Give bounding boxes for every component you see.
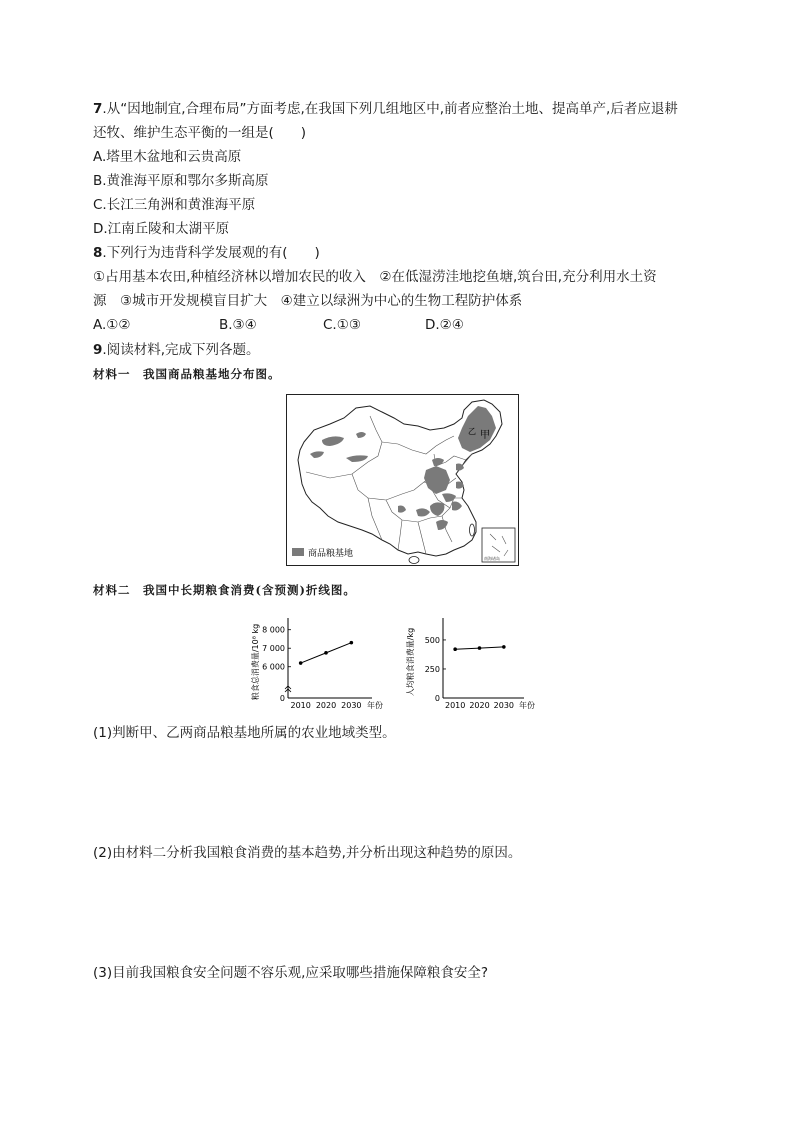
- c1-ytick-label: 8 000: [262, 625, 285, 635]
- q8-option-b: B.③④: [219, 317, 257, 333]
- q7-option-a: A.塔里木盆地和云贵高原: [93, 149, 242, 165]
- c2-ytick-label: 0: [434, 694, 440, 703]
- q9-sub3: (3)目前我国粮食安全问题不容乐观,应采取哪些措施保障粮食安全?: [93, 965, 489, 981]
- c2-xtick-label: 2010: [444, 701, 466, 710]
- q8-statement-line2: 源 ③城市开发规模盲目扩大 ④建立以绿洲为中心的生物工程防护体系: [93, 293, 523, 309]
- c1-data-point: [324, 651, 328, 655]
- q8-option-a: A.①②: [93, 317, 131, 333]
- c1-data-point: [299, 661, 303, 665]
- c2-data-point: [478, 646, 482, 650]
- q8-stem: [93, 244, 320, 262]
- hainan-island: [409, 557, 419, 564]
- q9-number: 9: [93, 342, 103, 358]
- q7-stem-text: .从“因地制宜,合理布局”方面考虑,在我国下列几组地区中,前者应整治土地、提高单产,后者应退耕: [102, 101, 678, 117]
- q7-stem-line2: 还牧、维护生态平衡的一组是( ): [93, 125, 307, 141]
- c1-ytick-label: 7 000: [262, 644, 285, 654]
- material1-caption: 材料一 我国商品粮基地分布图。: [93, 367, 281, 381]
- c1-xtick-label: 2020: [315, 701, 337, 710]
- q8-option-d: D.②④: [425, 317, 464, 333]
- q9-stem-text: .阅读材料,完成下列各题。: [102, 342, 260, 358]
- c2-data-point: [453, 647, 457, 651]
- c2-data-point: [502, 645, 506, 649]
- label-jia: 甲: [480, 430, 490, 441]
- c2-xtick-label: 2020: [469, 701, 490, 710]
- chart1-xlabel: 年份: [367, 701, 383, 710]
- inset-label: 南海诸岛: [484, 556, 500, 561]
- c2-ytick-label: 250: [424, 664, 440, 674]
- taiwan-island: [470, 524, 475, 536]
- grain-base-map: [286, 394, 519, 566]
- q9-sub1: (1)判断甲、乙两商品粮基地所属的农业地域类型。: [93, 725, 396, 741]
- q7-option-c: C.长江三角洲和黄淮海平原: [93, 197, 256, 213]
- chart2-xlabel: 年份: [519, 701, 535, 710]
- c1-ytick-label: 6 000: [262, 662, 285, 672]
- material2-caption: 材料二 我国中长期粮食消费(含预测)折线图。: [93, 583, 356, 597]
- total-consumption-chart: [240, 612, 405, 712]
- chart1-origin-label: 0: [279, 694, 285, 703]
- chart1-ylabel: 粮食总消费量/10⁸ kg: [251, 623, 260, 701]
- q9-sub2: (2)由材料二分析我国粮食消费的基本趋势,并分析出现这种趋势的原因。: [93, 845, 522, 861]
- c1-xtick-label: 2010: [290, 701, 311, 710]
- c1-xtick-label: 2030: [341, 701, 362, 710]
- legend-swatch: [292, 548, 304, 556]
- q8-stem-text: .下列行为违背科学发展观的有( ): [102, 245, 320, 261]
- c2-ytick-label: 500: [424, 635, 440, 645]
- q8-statement-line1: ①占用基本农田,种植经济林以增加农民的收入 ②在低湿涝洼地挖鱼塘,筑台田,充分利用水土资: [93, 269, 657, 285]
- chart2-ylabel: 人均粮食消费量/kg: [406, 627, 415, 697]
- q7-stem-line1: [93, 100, 678, 118]
- q7-option-d: D.江南丘陵和太湖平原: [93, 221, 230, 237]
- label-yi: 乙: [468, 427, 476, 436]
- q9-stem: [93, 341, 260, 359]
- q7-option-b: B.黄淮海平原和鄂尔多斯高原: [93, 173, 269, 189]
- c1-data-point: [350, 641, 354, 645]
- q8-option-c: C.①③: [323, 317, 361, 333]
- q7-number: 7: [93, 101, 103, 117]
- per-capita-consumption-chart: [400, 612, 560, 712]
- q8-number: 8: [93, 245, 103, 261]
- legend-label: 商品粮基地: [308, 549, 354, 559]
- c2-xtick-label: 2030: [493, 701, 515, 710]
